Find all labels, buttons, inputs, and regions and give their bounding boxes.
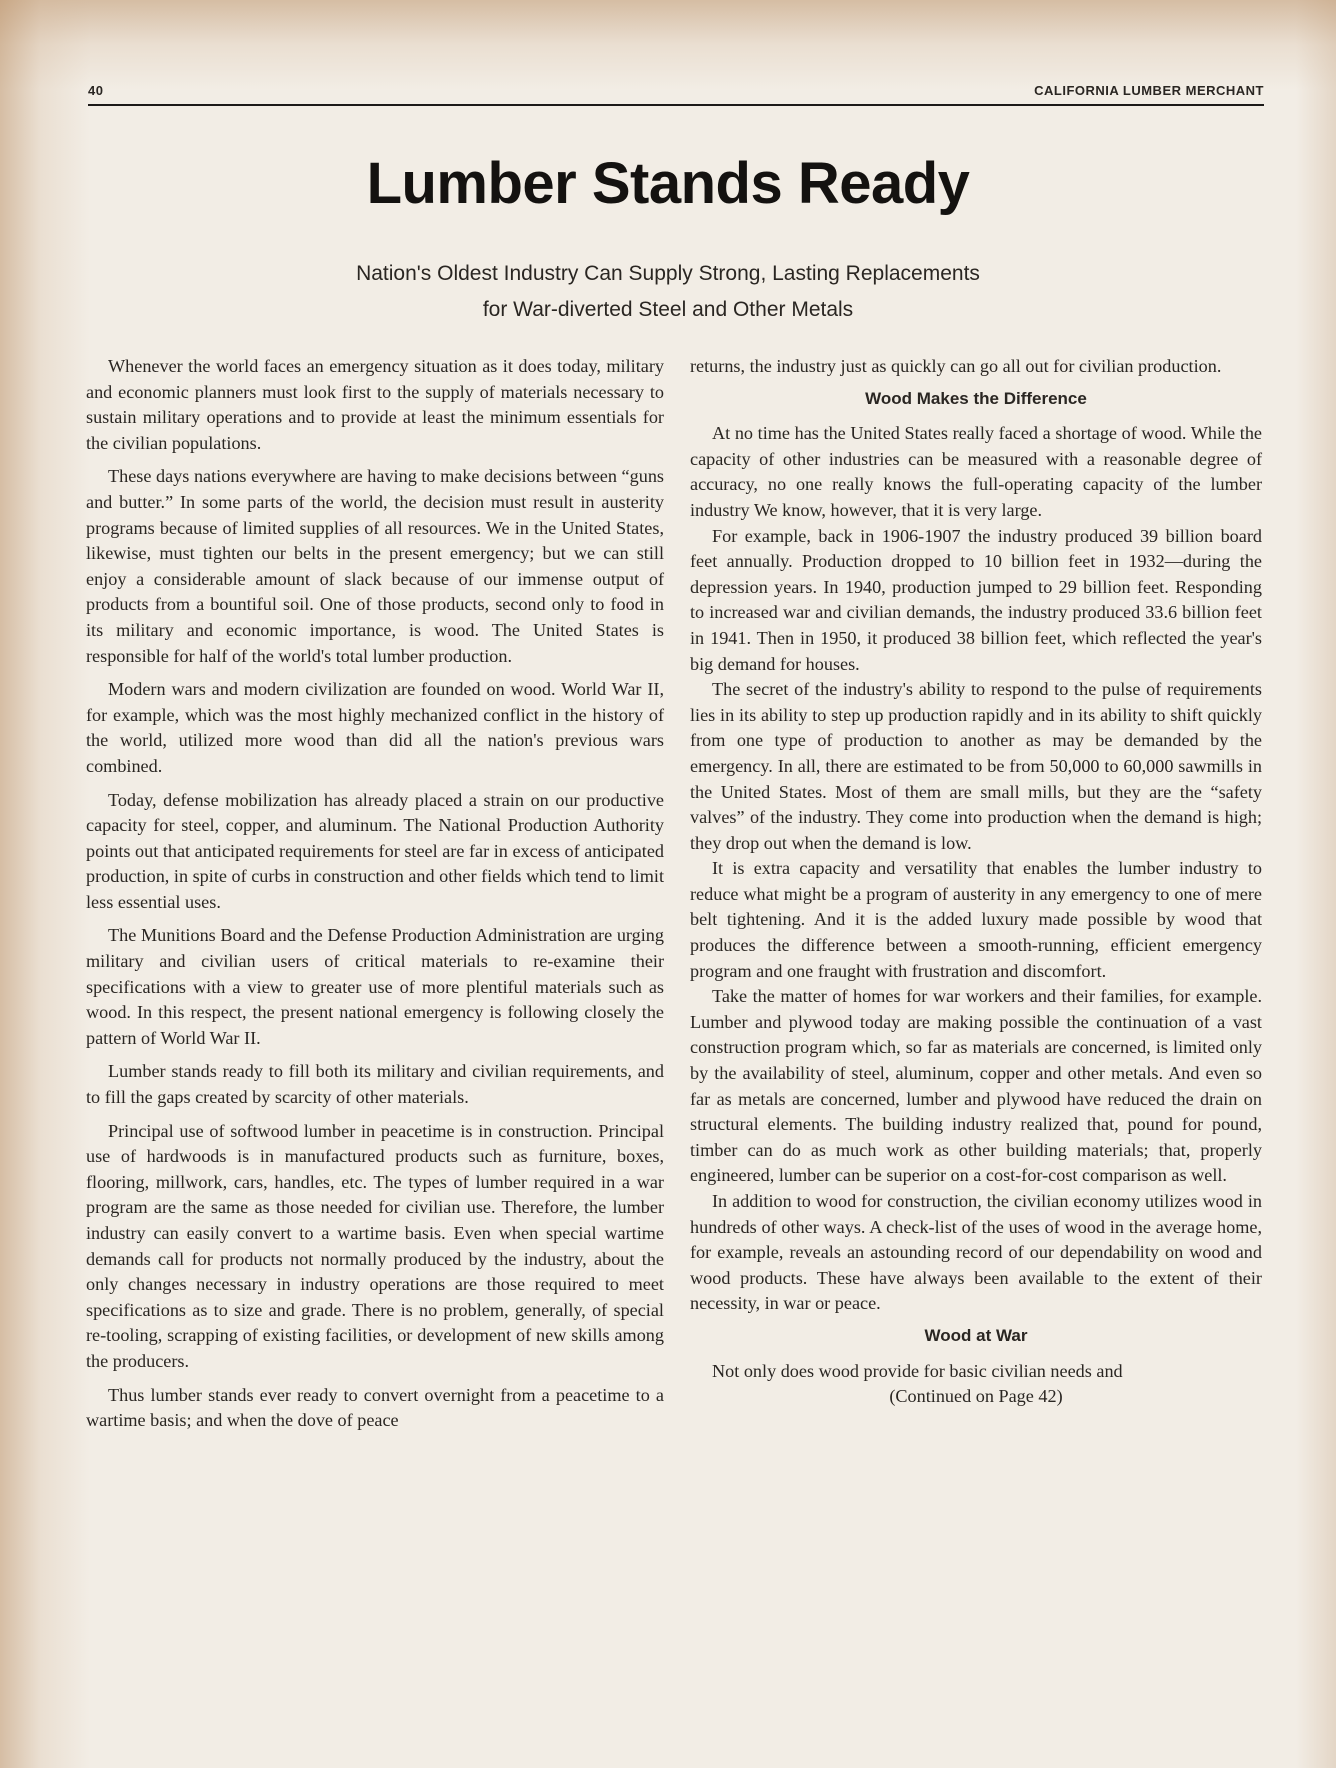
article-title: Lumber Stands Ready [366,151,970,216]
paragraph: Take the matter of homes for war workers and their families, for example. Lumber and plywood today are making possible the continuation of a vast construction program which, so far as materials are concerned, is limited only by the availability of steel, aluminum, copper and other metals. And even so far as metals are concerned, lumber and plywood have reduced the drain on structural elements. The building industry realized that, pound for pound, timber can do as much work as other building materials; that, properly engineered, lumber can be superior on a cost-for-cost comparison as well. [690,986,1262,1186]
article-subtitle [0,256,1336,328]
paragraph: Whenever the world faces an emergency situation as it does today, military and economic planners must look first to the supply of materials necessary to sustain military operations and to provide at least the minimum essentials for the civilian populations. [86,356,664,453]
paragraph: Today, defense mobilization has already placed a strain on our productive capacity for steel, copper, and aluminum. The National Production Authority points out that anticipated requirements for steel are far in excess of anticipated production, in spite of curbs in construction and other fields which tend to limit less essential uses. [86,789,664,912]
paragraph: returns, the industry just as quickly can go all out for civilian production. [690,356,1222,376]
paragraph: Thus lumber stands ever ready to convert overnight from a peacetime to a wartime basis; and when the dove of peace [86,1384,664,1431]
continued-note: (Continued on Page 42) [889,1386,1063,1407]
page-number: 40 [88,83,104,98]
publication-name: CALIFORNIA LUMBER MERCHANT [1034,83,1264,98]
paragraph: Modern wars and modern civilization are founded on wood. World War II, for example, which was the most highly mechanized conflict in the history of the world, utilized more wood than did all the nation's previous wars combined. [86,679,664,776]
paragraph: For example, back in 1906-1907 the industry produced 39 billion board feet annually. Production dropped to 10 billion feet in 1932—during the depression years. In 1940, production jumped to 29 billion feet. Responding to increased war and civilian demands, the industry produced 33.6 billion feet in 1941. Then in 1950, it produced 38 billion feet, which reflected the year's big demand for houses. [690,525,1262,674]
section-heading: Wood at War [924,1325,1028,1345]
paragraph: The secret of the industry's ability to respond to the pulse of requirements lies in its ability to step up production rapidly and in its ability to shift quickly from one type of production to another as may be demanded by the emergency. In all, there are estimated to be from 50,000 to 60,000 sawmills in the United States. Most of them are small mills, but they are the “safety valves” of the industry. They come into production when the demand is high; they drop out when the demand is low. [690,679,1262,853]
paragraph: At no time has the United States really faced a shortage of wood. While the capacity of other industries can be measured with a reasonable degree of accuracy, no one really knows the full-operating capacity of the lumber industry We know, however, that it is very large. [690,423,1262,520]
paragraph: Lumber stands ready to fill both its military and civilian requirements, and to fill the gaps created by scarcity of other materials. [86,1061,664,1108]
paragraph: In addition to wood for construction, the civilian economy utilizes wood in hundreds of other ways. A check-list of the uses of wood in the average home, for example, reveals an astounding record of our dependability on wood and wood products. These have always been available to the extent of their necessity, in war or peace. [690,1191,1262,1314]
paragraph: The Munitions Board and the Defense Production Administration are urging military and civilian users of critical materials to re-examine their specifications with a view to greater use of more plentiful materials such as wood. In this respect, the present national emergency is following closely the pattern of World War II. [86,925,664,1048]
paragraph: Principal use of softwood lumber in peacetime is in construction. Principal use of hardwoods is in manufactured products such as furniture, boxes, flooring, millwork, cars, handles, etc. The types of lumber required in a war program are the same as those needed for civilian use. Therefore, the lumber industry can easily convert to a wartime basis. Even when special wartime demands call for products not normally produced by the industry, about the only changes necessary in industry operations are those required to meet specifications as to size and grade. There is no problem, generally, of special re-tooling, scrapping of existing facilities, or development of new skills among the producers. [86,1120,664,1371]
subtitle-line: for War-diverted Steel and Other Metals [482,298,854,321]
subtitle-line: Nation's Oldest Industry Can Supply Strong, Lasting Replacements [356,262,980,285]
running-header [88,80,1264,106]
paragraph: Not only does wood provide for basic civilian needs and [712,1360,1123,1381]
left-column [86,354,664,1442]
section-heading: Wood Makes the Difference [865,388,1087,408]
right-column [690,354,1262,1410]
paragraph: These days nations everywhere are having to make decisions between “guns and butter.” In some parts of the world, the decision must result in austerity programs because of limited supplies of all resources. We in the United States, likewise, must tighten our belts in the present emergency; but we can still enjoy a considerable amount of slack because of our immense output of products from a bountiful soil. One of those products, second only to food in its military and economic importance, is wood. The United States is responsible for half of the world's total lumber production. [86,466,664,666]
paragraph: It is extra capacity and versatility that enables the lumber industry to reduce what might be a program of austerity in any emergency to one of mere belt tightening. And it is the added luxury made possible by wood that produces the difference between a smooth-running, efficient emergency program and one fraught with frustration and discomfort. [690,858,1262,981]
